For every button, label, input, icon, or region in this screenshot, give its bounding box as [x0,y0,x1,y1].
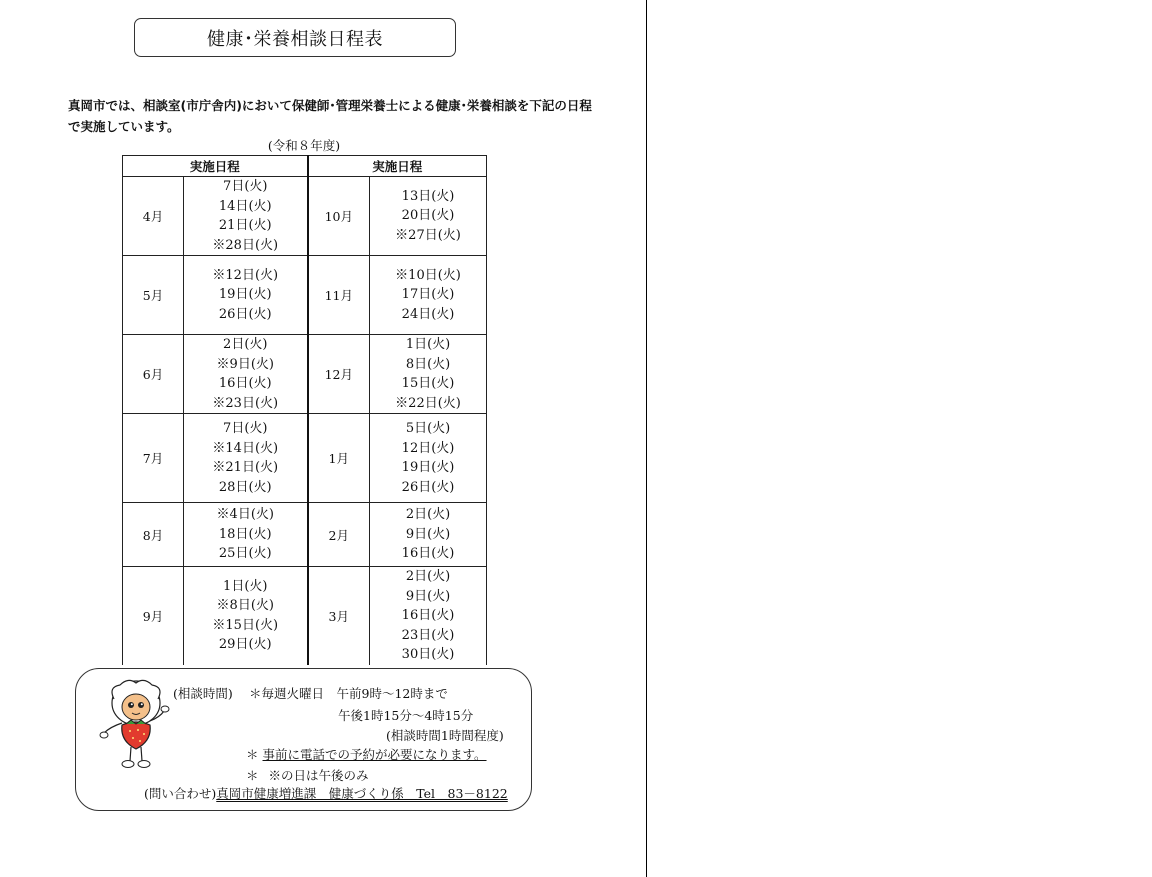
info-box [75,668,532,811]
date-entry: 12日(火) [401,440,455,456]
date-entry: ※21日(火) [212,460,279,475]
reservation-note-text: 事前に電話での予約が必要になります。 [262,747,487,762]
page-divider [646,0,647,877]
left-dates-cell [184,414,308,503]
hours-label: (相談時間) [173,686,233,701]
header-left: 実施日程 [123,156,308,177]
left-dates-cell [184,256,308,335]
date-entry: 30日(火) [401,647,455,662]
date-entry: 23日(火) [401,627,455,643]
right-month-cell: 10月 [308,177,370,256]
contact-label: (問い合わせ) [144,786,217,801]
table-row [123,177,487,256]
hours-line-1: ＊毎週火曜日 午前9時～12時まで [249,686,448,701]
date-entry: 19日(火) [218,287,272,303]
schedule-body [123,177,487,665]
page-title: 健康･栄養相談日程表 [207,28,383,50]
right-month-cell: 12月 [308,335,370,414]
hours-line-2: 午後1時15分～4時15分 [338,708,474,723]
right-dates-cell [370,335,487,414]
table-header-row [123,156,487,177]
intro-paragraph [68,95,628,137]
date-entry: ※14日(火) [212,440,279,456]
date-entry: 25日(火) [218,546,272,562]
right-month-cell: 2月 [308,503,370,567]
table-row [123,256,487,335]
header-right: 実施日程 [308,156,487,177]
right-dates-cell [370,177,487,256]
date-entry: 2日(火) [223,337,268,352]
date-entry: 28日(火) [218,479,272,495]
intro-line-1: 真岡市では、相談室(市庁舎内)において保健師･管理栄養士による健康･栄養相談を下記の日程 [68,98,592,113]
date-entry: 21日(火) [218,218,272,233]
date-entry: 9日(火) [405,526,451,542]
title-box [134,18,456,57]
date-entry: 18日(火) [218,526,272,542]
date-entry: 15日(火) [401,376,455,391]
date-entry: 29日(火) [218,637,272,653]
date-entry: ※27日(火) [395,227,461,243]
date-entry: ※9日(火) [216,356,274,372]
date-entry: 8日(火) [405,356,451,372]
right-month-cell: 1月 [308,414,370,503]
date-entry: ※4日(火) [216,507,274,523]
afternoon-note [246,766,369,784]
date-entry: 1日(火) [223,578,268,594]
date-entry: ※23日(火) [212,395,279,411]
date-entry: 7日(火) [223,179,268,194]
mascot-character-icon [98,677,172,775]
date-entry: 19日(火) [401,460,455,475]
date-entry: 16日(火) [401,546,455,562]
date-entry: ※15日(火) [212,617,279,633]
intro-line-2: で実施しています。 [68,119,180,134]
right-dates-cell [370,503,487,567]
date-entry: 24日(火) [401,306,455,322]
afternoon-note-text: ※の日は午後のみ [268,768,369,783]
date-entry: 20日(火) [401,208,455,224]
date-entry: 16日(火) [401,608,455,623]
left-month-cell: 7月 [123,414,184,503]
contact-text: 真岡市健康増進課 健康づくり係 Tel 83－8122 [216,786,508,801]
reservation-note [246,745,487,763]
date-entry: 2日(火) [405,569,451,584]
left-month-cell: 5月 [123,256,184,335]
table-row [123,414,487,503]
left-month-cell: 9月 [123,567,184,665]
left-month-cell: 6月 [123,335,184,414]
table-row [123,503,487,567]
right-dates-cell [370,567,487,665]
left-month-cell: 8月 [123,503,184,567]
date-entry: 1日(火) [405,337,451,352]
table-row [123,335,487,414]
left-month-cell: 4月 [123,177,184,256]
afternoon-note-mark: ＊ [246,768,259,783]
date-entry: 14日(火) [218,198,272,214]
date-entry: 26日(火) [401,479,455,495]
hours-line-3: (相談時間1時間程度) [386,728,504,743]
reservation-note-mark: ＊ [246,747,259,762]
date-entry: ※12日(火) [212,267,279,283]
date-entry: 16日(火) [218,376,272,391]
left-dates-cell [184,503,308,567]
right-dates-cell [370,256,487,335]
date-entry: 26日(火) [218,306,272,322]
date-entry: ※10日(火) [395,267,461,283]
right-month-cell: 11月 [308,256,370,335]
right-dates-cell [370,414,487,503]
fiscal-year-label: (令和８年度) [267,138,341,153]
date-entry: 7日(火) [223,421,268,436]
contact-line [144,784,508,802]
left-dates-cell [184,567,308,665]
date-entry: ※22日(火) [395,395,461,411]
schedule-table [122,155,487,665]
date-entry: ※8日(火) [216,598,274,614]
left-dates-cell [184,177,308,256]
right-month-cell: 3月 [308,567,370,665]
date-entry: 13日(火) [401,188,455,204]
date-entry: 17日(火) [401,287,455,303]
date-entry: 9日(火) [405,588,451,604]
left-dates-cell [184,335,308,414]
date-entry: 2日(火) [405,507,451,523]
date-entry: 5日(火) [405,421,451,436]
date-entry: ※28日(火) [212,237,279,253]
table-row [123,567,487,665]
